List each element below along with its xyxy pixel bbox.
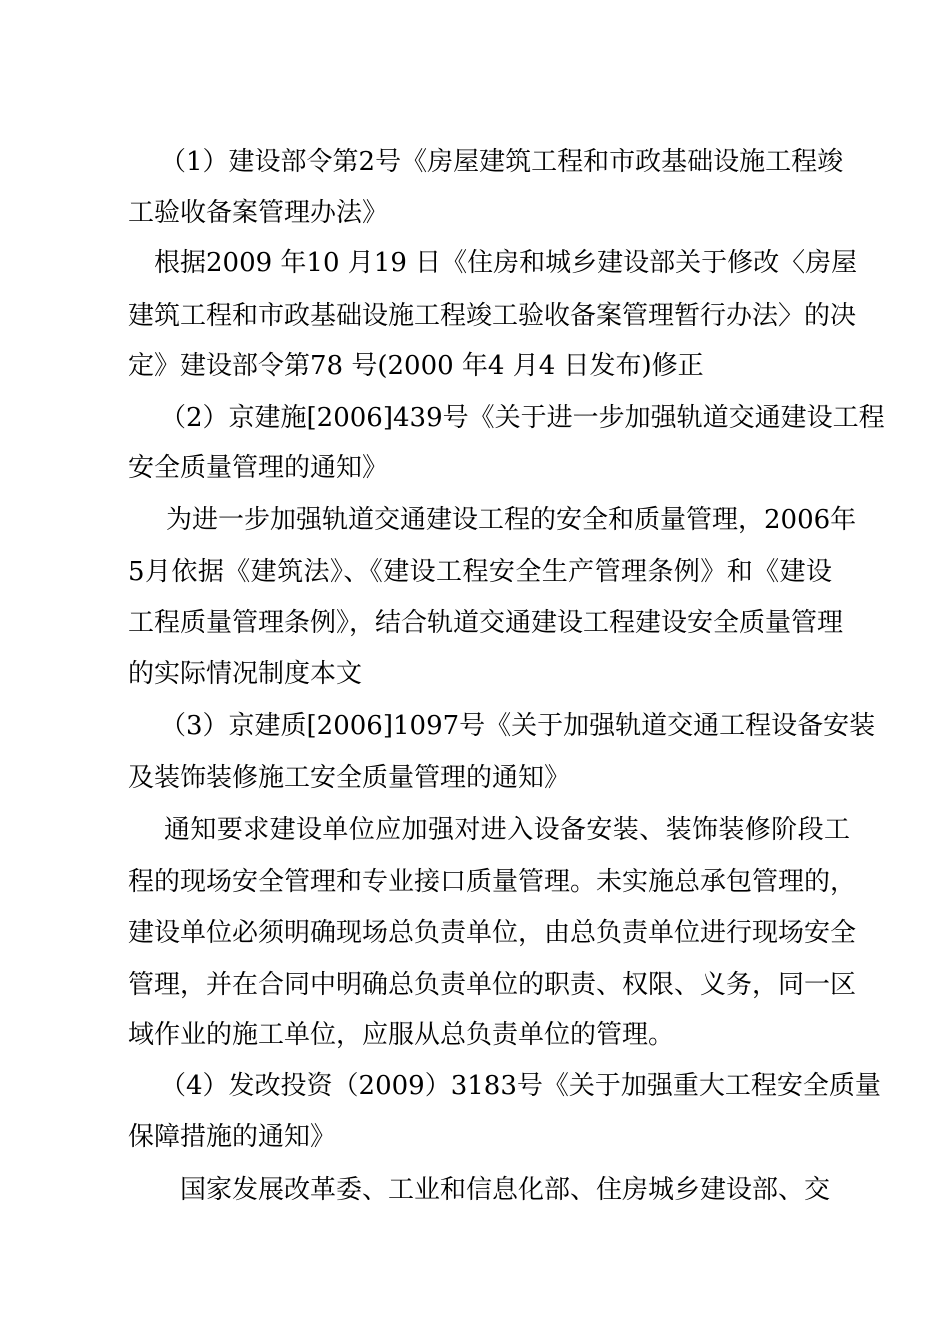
text-line-6: （2）京建施[2006]439号《关于进一步加强轨道交通建设工程 (160, 403, 885, 433)
text-line-15: 程的现场安全管理和专业接口质量管理。未实施总承包管理的， (128, 867, 857, 897)
text-line-1: （1）建设部令第2号《房屋建筑工程和市政基础设施工程竣 (160, 147, 844, 177)
text-line-4: 建筑工程和市政基础设施工程竣工验收备案管理暂行办法〉的决 (128, 301, 857, 331)
text-line-2: 工验收备案管理办法》 (128, 198, 389, 228)
text-line-14: 通知要求建设单位应加强对进入设备安装、装饰装修阶段工 (164, 815, 850, 845)
text-line-12: （3）京建质[2006]1097号《关于加强轨道交通工程设备安装 (160, 711, 876, 741)
text-line-5: 定》建设部令第78 号(2000 年4 月4 日发布)修正 (128, 351, 704, 381)
text-line-20: 保障措施的通知》 (128, 1122, 337, 1152)
text-line-21: 国家发展改革委、工业和信息化部、住房城乡建设部、交 (180, 1175, 831, 1205)
text-line-9: 5月依据《建筑法》、《建设工程安全生产管理条例》和《建设 (128, 557, 832, 587)
text-line-13: 及装饰装修施工安全质量管理的通知》 (128, 763, 571, 793)
text-line-11: 的实际情况制度本文 (128, 659, 363, 689)
text-line-8: 为进一步加强轨道交通建设工程的安全和质量管理，2006年 (166, 505, 857, 535)
text-line-10: 工程质量管理条例》，结合轨道交通建设工程建设安全质量管理 (128, 608, 844, 638)
text-line-16: 建设单位必须明确现场总负责单位，由总负责单位进行现场安全 (128, 918, 857, 948)
text-line-7: 安全质量管理的通知》 (128, 453, 389, 483)
text-line-19: （4）发改投资（2009）3183号《关于加强重大工程安全质量 (160, 1071, 881, 1101)
text-line-3: 根据2009 年10 月19 日《住房和城乡建设部关于修改〈房屋 (154, 248, 858, 278)
text-line-17: 管理，并在合同中明确总负责单位的职责、权限、义务，同一区 (128, 970, 857, 1000)
text-line-18: 域作业的施工单位，应服从总负责单位的管理。 (128, 1020, 675, 1050)
